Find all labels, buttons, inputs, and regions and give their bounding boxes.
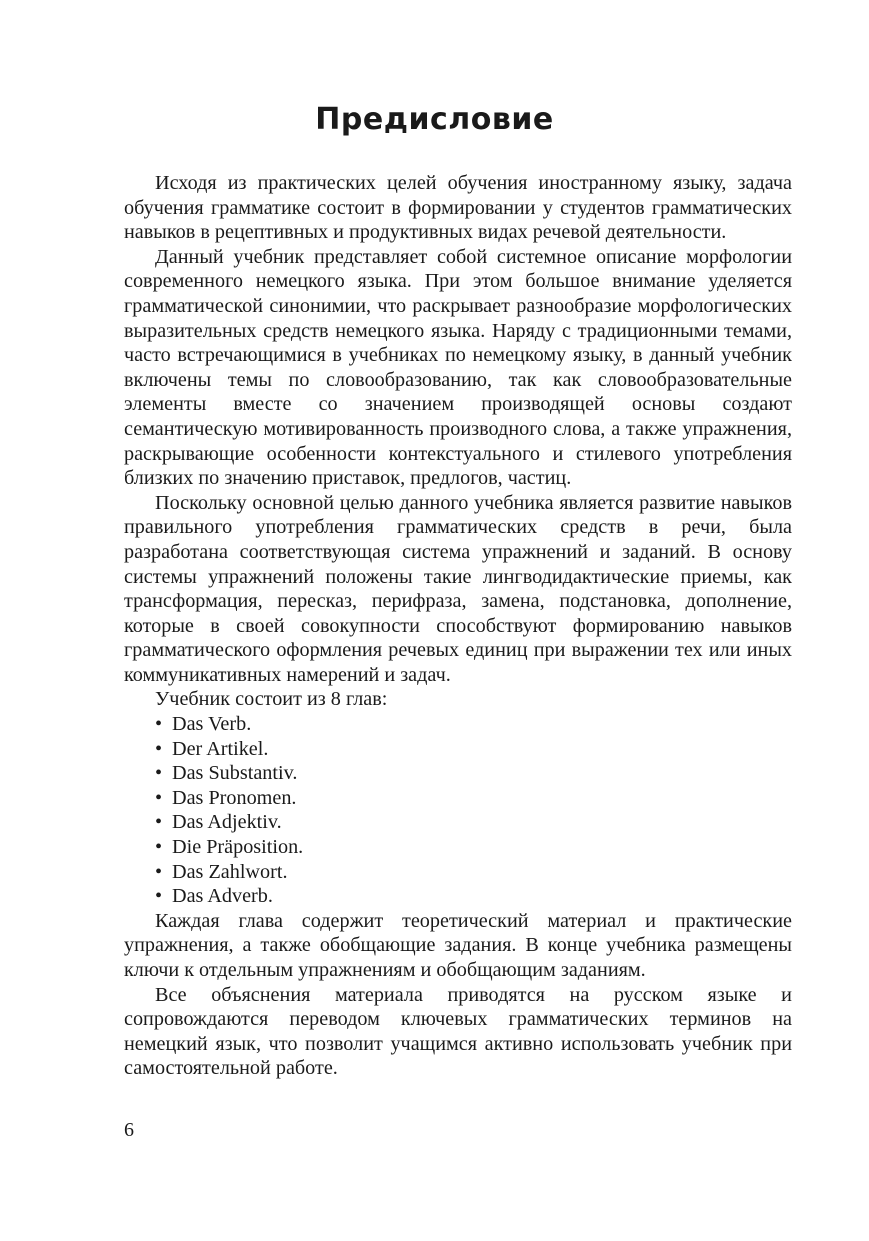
paragraph-chapters-intro: Учебник состоит из 8 глав: bbox=[155, 688, 388, 711]
chapter-item bbox=[155, 786, 792, 811]
chapter-item bbox=[155, 761, 792, 786]
chapter-label: Der Artikel. bbox=[172, 737, 269, 760]
page-number: 6 bbox=[124, 1119, 134, 1141]
chapter-label: Das Pronomen. bbox=[172, 786, 297, 809]
chapter-list bbox=[124, 712, 792, 909]
bullet-icon: • bbox=[155, 836, 163, 859]
paragraph-goals: Исходя из практических целей обучения иностранному языку, задача обучения грамматике состоит в формировании у студентов грамматических навыков в рецептивных и продуктивных видах речевой деятельности. bbox=[124, 172, 792, 244]
chapter-item bbox=[155, 810, 792, 835]
paragraph-language: Все объяснения материала приводятся на русском языке и сопровождаются переводом ключевых грамматических терминов на немецкий язык, что позволит учащимся активно использовать учебник при самостоятельной работе. bbox=[124, 983, 792, 1080]
chapter-label: Das Substantiv. bbox=[172, 762, 298, 785]
bullet-icon: • bbox=[155, 860, 163, 883]
bullet-icon: • bbox=[155, 811, 163, 834]
bullet-icon: • bbox=[155, 786, 163, 809]
chapter-label: Das Zahlwort. bbox=[172, 860, 288, 883]
paragraph-exercises: Поскольку основной целью данного учебника является развитие навыков правильного употребления грамматических средств в речи, была разработана соответствующая система упражнений и заданий. В основу системы упражнений положены такие лингводидактические приемы, как трансформация, пересказ, перифраза, замена, подстановка, дополнение, которые в своей совокупности способствуют формированию навыков грамматического оформления речевых единиц при выражении тех или иных коммуникативных намерений и задач. bbox=[124, 491, 792, 686]
chapter-label: Das Verb. bbox=[172, 713, 252, 736]
chapter-item bbox=[155, 737, 792, 762]
page-title: Предисловие bbox=[315, 102, 554, 137]
chapter-item bbox=[155, 860, 792, 885]
bullet-icon: • bbox=[155, 762, 163, 785]
body-text bbox=[124, 171, 792, 1081]
chapter-item bbox=[155, 884, 792, 909]
chapter-item bbox=[155, 712, 792, 737]
chapter-label: Die Präposition. bbox=[172, 836, 304, 859]
chapter-item bbox=[155, 835, 792, 860]
bullet-icon: • bbox=[155, 737, 163, 760]
chapter-label: Das Adjektiv. bbox=[172, 811, 282, 834]
chapter-label: Das Adverb. bbox=[172, 885, 273, 908]
bullet-icon: • bbox=[155, 713, 163, 736]
paragraph-description: Данный учебник представляет собой системное описание морфологии современного немецкого языка. При этом большое внимание уделяется грамматической синонимии, что раскрывает разнообразие морфологических выразительных средств немецкого языка. Наряду с традиционными темами, часто встречающимися в учебниках по немецкому языку, в данный учебник включены темы по словообразованию, так как словообразовательные элементы вместе со значением производящей основы создают семантическую мотивированность производного слова, а также упражнения, раскрывающие особенности контекстуального и стилевого употребления близких по значению приставок, предлогов, частиц. bbox=[124, 245, 792, 490]
bullet-icon: • bbox=[155, 885, 163, 908]
paragraph-structure: Каждая глава содержит теоретический материал и практические упражнения, а также обобщающие задания. В конце учебника размещены ключи к отдельным упражнениям и обобщающим заданиям. bbox=[124, 909, 792, 981]
